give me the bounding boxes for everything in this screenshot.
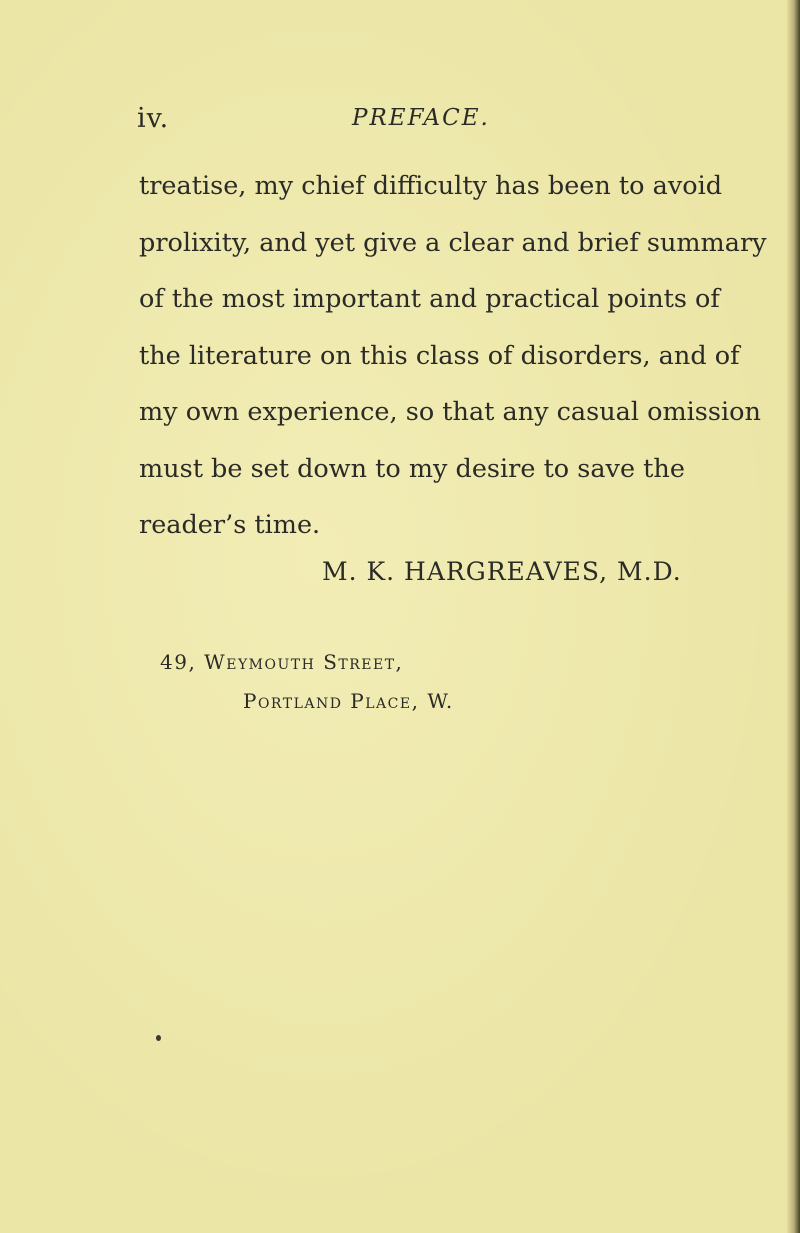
page-edge-shadow: [786, 0, 800, 1233]
text-line: treatise, my chief difficulty has been to avoid: [139, 171, 723, 201]
text-line: reader’s time.: [139, 510, 321, 540]
preface-paragraph: [139, 158, 767, 554]
text-line: prolixity, and yet give a clear and brief summary: [139, 227, 767, 258]
address-line-place: Portland Place, W.: [243, 689, 454, 713]
running-head: PREFACE.: [352, 105, 490, 131]
author-signature: M. K. HARGREAVES, M.D.: [322, 557, 682, 586]
text-line: the literature on this class of disorders, and of: [139, 340, 740, 371]
ink-speck: [156, 1035, 161, 1041]
text-line: of the most important and practical points of: [139, 284, 720, 314]
text-line: my own experience, so that any casual omission: [139, 397, 761, 427]
page-number: iv.: [137, 103, 170, 134]
text-line: must be set down to my desire to save the: [139, 453, 685, 484]
page-header: [137, 103, 657, 139]
address-line-street: 49, Weymouth Street,: [160, 650, 404, 674]
